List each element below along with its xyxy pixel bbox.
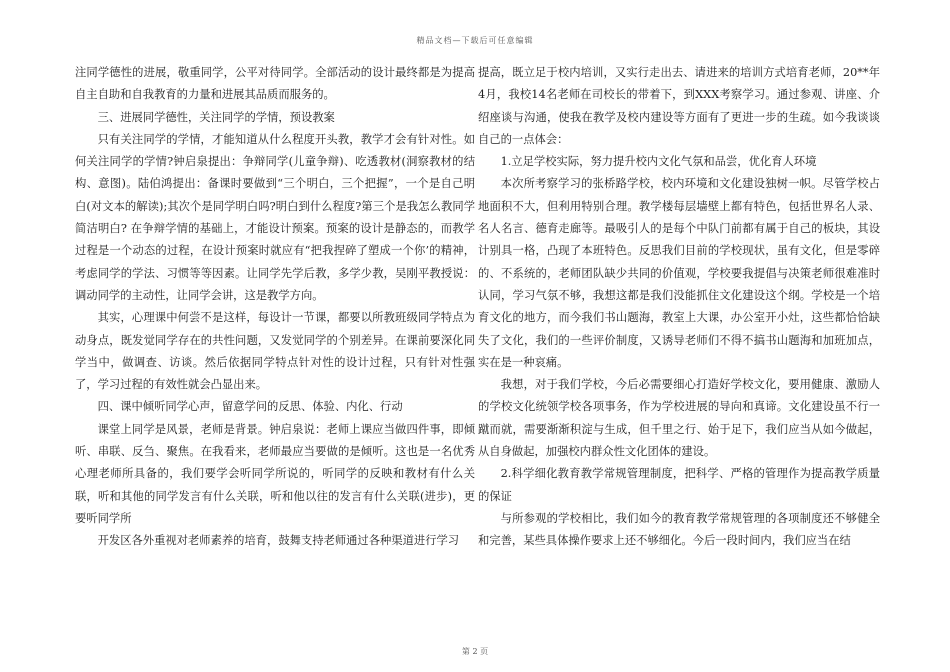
paragraph: 课堂上同学是风景，老师是背景。钟启泉说：老师上课应当做四件事，即倾听、串联、反刍、聚焦。在我看来，老师最应当要做的是倾听。这也是一名优秀心理老师所具备的，我们要学会听同学所说的，听同学的反映和教材有什么关联，听和其他的同学发言有什么关联，听和他以往的发言有什么关联(进步)，更要听同学所 xyxy=(75,422,475,525)
section-heading: 四、课中倾听同学心声，留意学问的反思、体验、内化、行动 xyxy=(97,400,403,414)
paragraph: 与所参观的学校相比，我们如今的教育教学常规管理的各项制度还不够健全和完善，某些具体操作要求上还不够细化。今后一段时间内，我们应当在结 xyxy=(478,511,880,548)
paragraph: 开发区各外重视对老师素养的培育，鼓舞支持老师通过各种渠道进行学习 xyxy=(97,534,460,548)
paragraph: 提高，既立足于校内培训，又实行走出去、请进来的培训方式培育老师，20**年4月，我校14名老师在司校长的带着下，到XXX考察学习。通过参观、讲座、介绍座谈与沟通，使我在教学及校内建设等方面有了更进一步的生疏。如今我谈谈自己的一点体会： xyxy=(478,66,880,146)
section-heading: 2.科学细化教育教学常规管理制度，把科学、严格的管理作为提高教学质量的保证 xyxy=(478,467,880,503)
paragraph: 其实，心理课中何尝不是这样，每设计一节课，都要以所教班级同学特点为动身点，既发觉同学存在的共性问题，又发觉同学的个别差异。在课前要深化同学当中，做调查、访谈。然后依据同学特点针对性的设计过程，只有针对性强了，学习过程的有效性就会凸显出来。 xyxy=(75,311,475,392)
paragraph: 我想，对于我们学校，今后必需要细心打造好学校文化，要用健康、激励人的学校文化统领学校各项事务，作为学校进展的导向和真谛。文化建设虽不行一蹴而就，需要渐渐积淀与生成，但千里之行、始于足下，我们应当从如今做起，从自身做起，加强校内群众性文化团体的建设。 xyxy=(478,378,880,459)
paragraph: 只有关注同学的学情，才能知道从什么程度开头教，教学才会有针对性。如何关注同学的学情?钟启泉提出：争辩同学(儿童争辩)、吃透教材(洞察教材的结构、意图)。陆伯鸿提出：备课时要做到“三个明白，三个把握”，一个是自己明白(对文本的解读);其次个是同学明白吗?明白到什么程度?第三个是我怎么教同学简洁明白? 在争辩学情的基础上，才能设计预案。预案的设计是静态的，而教学过程是一个动态的过程，在设计预案时就应有“把我捏碎了塑成一个你’的精神，考虑同学的学法、习惯等等因素。让同学先学后教，多学少教，吴刚平教授说：调动同学的主动性，让同学会讲，这是教学方向。 xyxy=(75,132,475,302)
paragraph: 本次所考察学习的张桥路学校，校内环境和文化建设独树一帜。尽管学校占地面积不大，但利用特别合理。教学楼每层墙壁上都有特色，包括世界名人录、名人名言、德育走廊等。最吸引人的是每个中队门前都有属于自己的板块，其设计别具一格，凸现了本班特色。反思我们目前的学校现状，虽有文化，但是零碎的、不系统的，老师团队缺少共同的价值观，学校要我提倡与决策老师很难准时认同，学习气氛不够，我想这都是我们没能抓住文化建设这个纲。学校是一个培育文化的地方，而今我们书山题海，教室上大课，办公室开小灶，这些都恰恰缺失了文化，我们的一些评价制度，又诱导老师们不得不搞书山题海和加班加点，实在是一种哀痛。 xyxy=(478,177,880,369)
section-heading: 1.立足学校实际，努力提升校内文化气氛和品尝，优化育人环境 xyxy=(500,155,817,169)
left-column xyxy=(75,62,475,553)
right-column xyxy=(478,62,880,553)
section-heading: 三、进展同学德性，关注同学的学情，预设教案 xyxy=(97,110,335,124)
page-number: 第 2 页 xyxy=(461,647,489,656)
page-header: 精品文档—下载后可任意编辑 xyxy=(416,36,534,45)
paragraph: 注同学德性的进展，敬重同学，公平对待同学。全部活动的设计最终都是为提高自主自助和自我教育的力量和进展其品质而服务的。 xyxy=(75,66,475,102)
